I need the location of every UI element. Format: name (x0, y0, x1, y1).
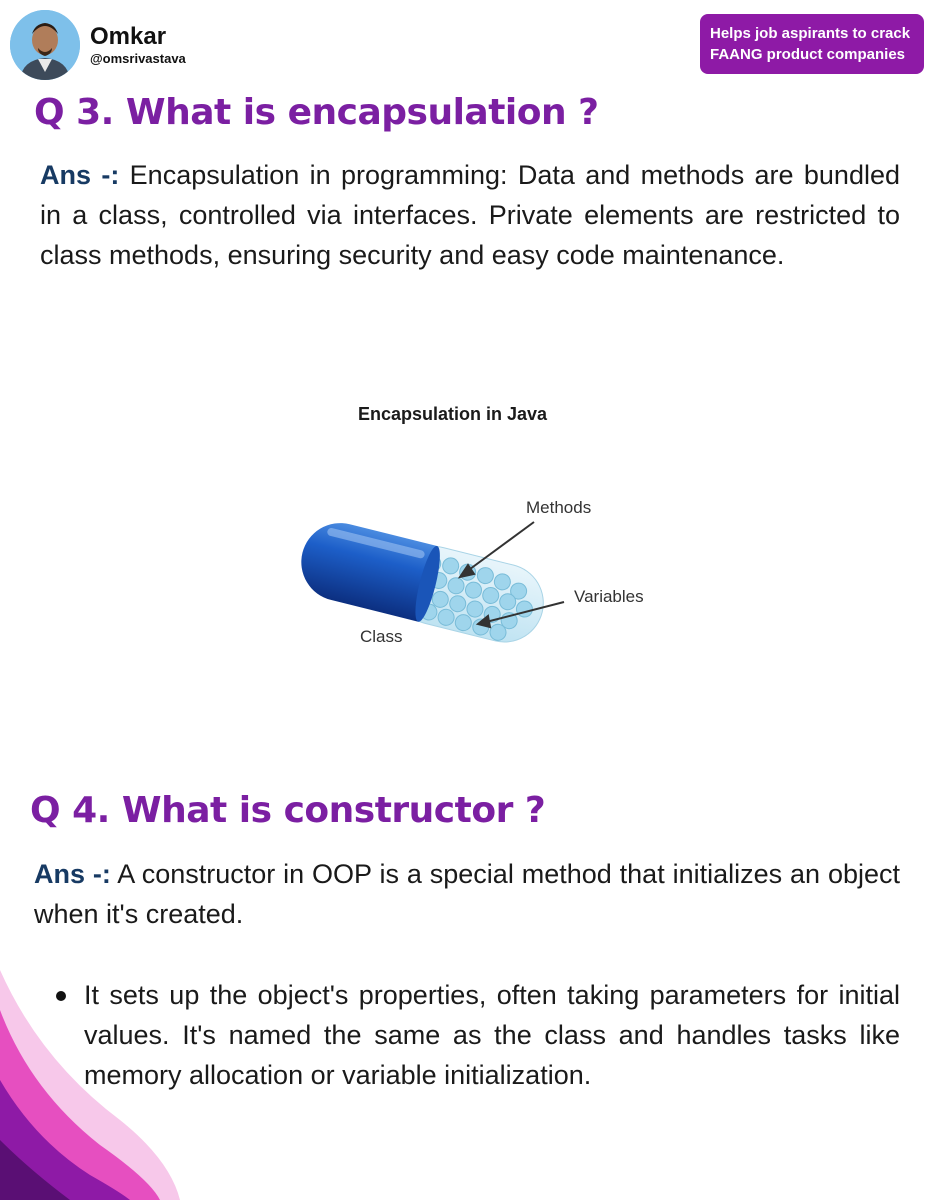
author-name: Omkar (90, 23, 167, 50)
capsule-illustration (278, 360, 656, 666)
figure-title: Encapsulation in Java (358, 404, 548, 424)
label-variables: Variables (574, 587, 644, 606)
encapsulation-figure (278, 360, 656, 666)
q3-ans-text: Encapsulation in programming: Data and methods are bundled in a class, controlled via interfaces. Private elements are restricted to class methods, ensuring security and easy code maintenance. (40, 160, 900, 270)
q4-ans-label: Ans -: (34, 859, 111, 889)
label-methods: Methods (526, 498, 592, 517)
list-item (56, 975, 900, 1095)
q4-ans-text: A constructor in OOP is a special method that initializes an object when it's created. (34, 859, 900, 929)
tagline-line-1: Helps job aspirants to crack (710, 25, 911, 42)
avatar-photo (10, 10, 80, 80)
q4-answer (34, 854, 900, 934)
q4-title: Q 4. What is constructor ? (30, 790, 546, 831)
author-block (10, 10, 186, 80)
tagline-line-2: FAANG product companies (710, 46, 906, 63)
avatar[interactable] (10, 10, 80, 80)
capsule (293, 515, 552, 650)
q3-answer (40, 155, 900, 275)
q3-ans-label: Ans -: (40, 160, 120, 190)
q4-bullet-list (56, 975, 900, 1095)
q3-title: Q 3. What is encapsulation ? (34, 92, 599, 133)
author-handle: @omsrivastava (90, 51, 186, 66)
bullet-text: It sets up the object's properties, often taking parameters for initial values. It's named the same as the class and handles tasks like memory allocation or variable initialization. (84, 980, 900, 1090)
tagline-badge (700, 14, 924, 74)
label-class: Class (360, 627, 403, 646)
corner-decoration (0, 970, 180, 1200)
